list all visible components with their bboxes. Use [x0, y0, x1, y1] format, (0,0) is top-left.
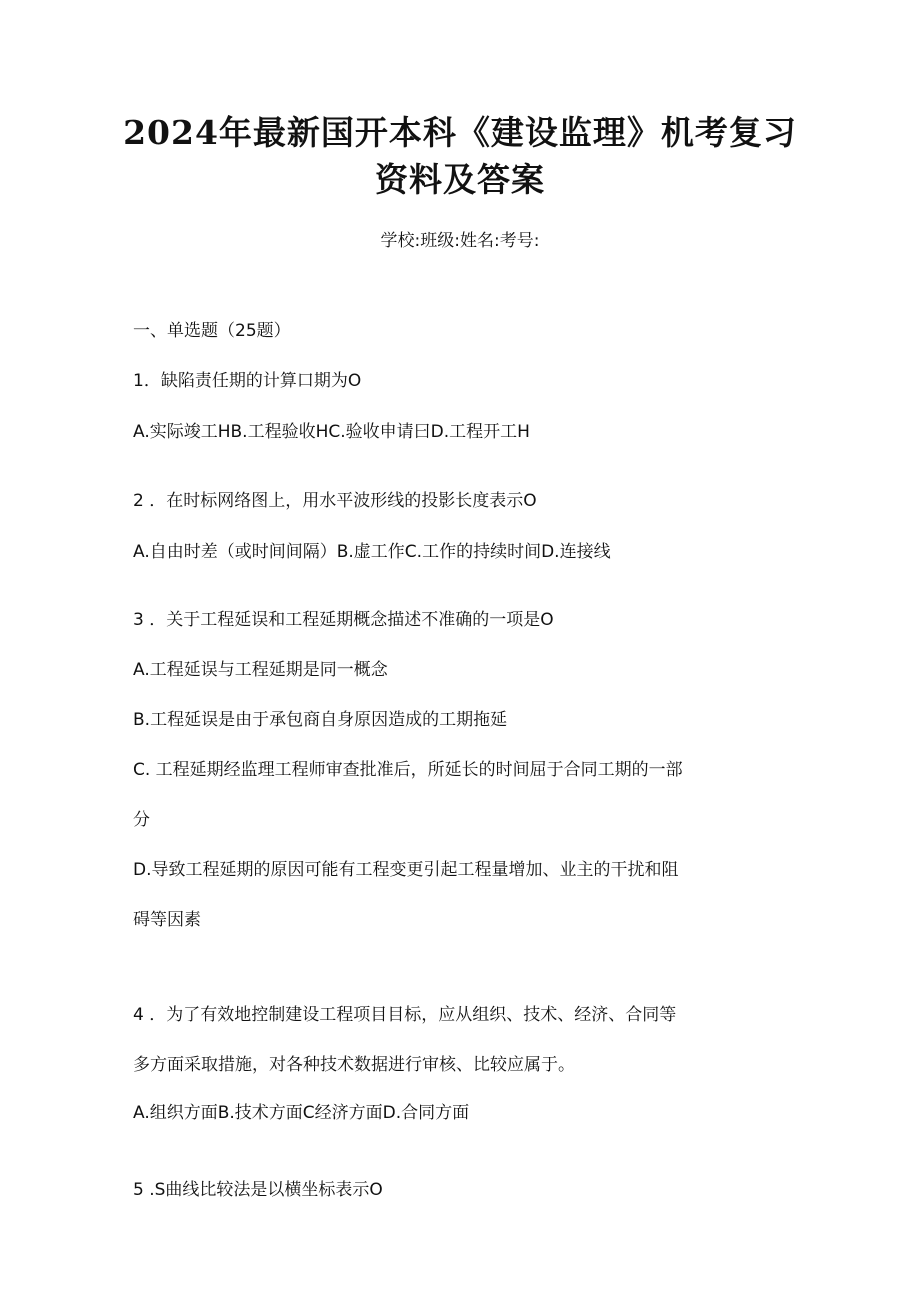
question-2-stem: 2 ．在时标网络图上，用水平波形线的投影长度表示O [133, 491, 537, 511]
question-3-stem: 3 ．关于工程延误和工程延期概念描述不准确的一项是O [133, 610, 554, 630]
question-4-stem-line-1: 4 ．为了有效地控制建设工程项目目标，应从组织、技术、经济、合同等 [133, 1005, 677, 1025]
question-3-option-d-line-2: 碍等因素 [133, 910, 201, 930]
student-info-line: 学校:班级:姓名:考号: [380, 231, 540, 251]
question-3-option-a: A.工程延误与工程延期是同一概念 [133, 660, 388, 680]
question-1-stem: 1．缺陷责任期的计算口期为O [133, 371, 362, 391]
question-2-options: A.自由时差（或时间间隔）B.虚工作C.工作的持续时间D.连接线 [133, 542, 611, 562]
question-4-stem-line-2: 多方面采取措施，对各种技术数据进行审核、比较应属于。 [133, 1055, 575, 1075]
question-3-option-d-line-1: D.导致工程延期的原因可能有工程变更引起工程量增加、业主的干扰和阻 [133, 860, 679, 880]
question-4-options: A.组织方面B.技术方面C经济方面D.合同方面 [133, 1103, 470, 1123]
question-3-option-b: B.工程延误是由于承包商自身原因造成的工期拖延 [133, 710, 508, 730]
section-heading: 一、单选题（25题） [133, 321, 291, 341]
question-3-option-c-line-1: C. 工程延期经监理工程师审查批准后，所延长的时间屈于合同工期的一部 [133, 760, 683, 780]
question-5-stem: 5 .S曲线比较法是以横坐标表示O [133, 1180, 383, 1200]
question-3-option-c-line-2: 分 [133, 810, 150, 830]
question-1-options: A.实际竣工HB.工程验收HC.验收申请曰D.工程开工H [133, 422, 530, 442]
document-title-line-2: 资料及答案 [375, 160, 545, 199]
document-title-line-1: 2024年最新国开本科《建设监理》机考复习 [123, 113, 797, 152]
